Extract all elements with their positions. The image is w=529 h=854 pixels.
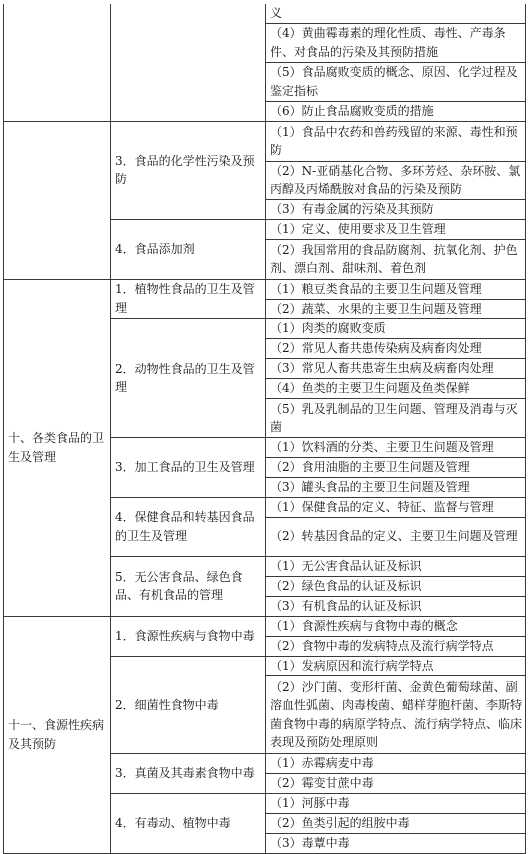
item-cell: （2）绿色食品的认证及标识 [266,576,526,596]
syllabus-table [3,4,526,854]
table-row [4,4,526,23]
subtopic-cell: 3．食品的化学性污染及预防 [111,121,266,219]
item-cell: （3）罐头食品的主要卫生问题及管理 [266,477,526,497]
topic-cell: 十一、食源性疾病及其预防 [4,616,111,853]
item-cell: （1）食品中农药和兽药残留的来源、毒性和预防 [266,121,526,161]
subtopic-cell: 2．动物性食品的卫生及管理 [111,319,266,438]
item-cell: （3）常见人畜共患寄生虫病及病畜肉处理 [266,359,526,379]
item-cell: （2）霉变甘蔗中毒 [266,774,526,794]
item-cell: （2）蔬菜、水果的主要卫生问题及管理 [266,299,526,319]
subtopic-cell: 5．无公害食品、绿色食品、有机食品的管理 [111,556,266,616]
item-cell: （1）食源性疾病与食物中毒的概念 [266,616,526,636]
item-cell: （5）食品腐败变质的概念、原因、化学过程及鉴定指标 [266,62,526,101]
item-cell: （5）乳及乳制品的卫生问题、管理及消毒与灭菌 [266,399,526,438]
item-cell: （1）无公害食品认证及标识 [266,556,526,576]
item-cell: （1）定义、使用要求及卫生管理 [266,219,526,239]
table-row [4,279,526,299]
item-cell: （3）毒蕈中毒 [266,833,526,853]
item-cell: （1）赤霉病麦中毒 [266,754,526,774]
item-cell: （1）发病原因和流行病学特点 [266,656,526,676]
subtopic-cell: 4．食品添加剂 [111,219,266,279]
item-cell: （3）有毒金属的污染及其预防 [266,199,526,219]
subtopic-cell: 3．加工食品的卫生及管理 [111,438,266,498]
item-cell: （3）有机食品的认证及标识 [266,596,526,616]
item-cell: （2）我国常用的食品防腐剂、抗氧化剂、护色剂、漂白剂、甜味剂、着色剂 [266,239,526,279]
item-cell: （1）河豚中毒 [266,793,526,813]
item-cell: （2）沙门菌、变形杆菌、金黄色葡萄球菌、副溶血性弧菌、肉毒梭菌、蜡样芽胞杆菌、李斯特菌食物中毒的病原学特点、流行病学特点、临床表现及预防处理原则 [266,676,526,754]
item-cell: （1）粮豆类食品的主要卫生问题及管理 [266,279,526,299]
table-row [4,121,526,161]
item-cell: 义 [266,4,526,23]
item-cell: （2）食物中毒的发病特点及流行病学特点 [266,636,526,656]
item-cell: （6）防止食品腐败变质的措施 [266,101,526,121]
item-cell: （2）食用油脂的主要卫生问题及管理 [266,458,526,478]
item-cell: （2）鱼类引起的组胺中毒 [266,813,526,833]
subtopic-cell: 4．保健食品和转基因食品的卫生及管理 [111,497,266,556]
item-cell: （2）N-亚硝基化合物、多环芳烃、杂环胺、氯丙醇及丙烯酰胺对食品的污染及预防 [266,161,526,199]
table-row [4,616,526,636]
subtopic-cell-empty [111,4,266,121]
item-cell: （4）黄曲霉毒素的理化性质、毒性、产毒条件、对食品的污染及其预防措施 [266,23,526,62]
topic-cell-empty [4,4,111,121]
topic-cell: 十、各类食品的卫生及管理 [4,279,111,616]
topic-cell-empty [4,121,111,279]
subtopic-cell: 2．细菌性食物中毒 [111,656,266,754]
subtopic-cell: 4．有毒动、植物中毒 [111,793,266,853]
subtopic-cell: 1．食源性疾病与食物中毒 [111,616,266,656]
item-cell: （2）常见人畜共患传染病及病畜肉处理 [266,339,526,359]
item-cell: （2）转基因食品的定义、主要卫生问题及管理 [266,517,526,556]
item-cell: （1）肉类的腐败变质 [266,319,526,339]
item-cell: （1）保健食品的定义、特征、监督与管理 [266,497,526,517]
subtopic-cell: 1．植物性食品的卫生及管理 [111,279,266,319]
item-cell: （1）饮料酒的分类、主要卫生问题及管理 [266,438,526,458]
subtopic-cell: 3．真菌及其毒素食物中毒 [111,754,266,794]
item-cell: （4）鱼类的主要卫生问题及鱼类保鲜 [266,379,526,399]
